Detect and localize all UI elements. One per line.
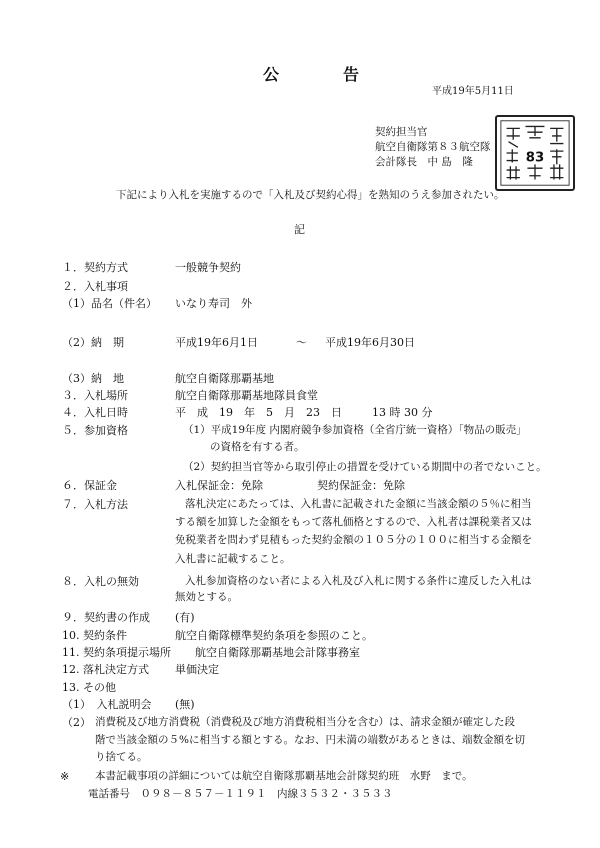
- item-5-line-1: （1）平成19年度 内閣府競争参加資格（全省庁統一資格）「物品の販売」: [183, 424, 527, 436]
- item-2-3-value: 航空自衛隊那覇基地: [175, 372, 274, 385]
- item-3-value: 航空自衛隊那覇基地隊員食堂: [175, 389, 318, 402]
- delivery-to: 平成19年6月30日: [325, 336, 415, 349]
- contract-deposit: 契約保証金：免除: [317, 479, 405, 492]
- note-line-1: 本書記載事項の詳細については航空自衛隊那覇基地会計隊契約班 水野 まで。: [95, 770, 473, 782]
- item-2-2-label: （2）納 期: [62, 336, 124, 349]
- item-4-label: ４．入札日時: [62, 406, 128, 419]
- item-13-label: 13. その他: [62, 681, 116, 694]
- item-9-label: ９．契約書の作成: [62, 611, 150, 624]
- item-8-line-1: 入札参加資格のない者による入札及び入札に関する条件に違反した入札は: [185, 575, 532, 587]
- item-13-2-label: （2）: [62, 716, 91, 729]
- bid-deposit: 入札保証金：免除: [175, 479, 263, 492]
- item-12-label: 12. 落札決定方式: [62, 663, 149, 676]
- item-5-line-2: の資格を有する者。: [210, 441, 305, 453]
- item-2-1-value: いなり寿司 外: [175, 297, 252, 310]
- item-10-value: 航空自衛隊標準契約条項を参照のこと。: [175, 629, 373, 642]
- item-7-label: ７．入札方法: [62, 498, 128, 511]
- delivery-range-separator: ～: [296, 336, 307, 349]
- item-6-label: ６．保証金: [62, 479, 117, 492]
- issuer-person: 会計隊長 中 島 隆: [375, 156, 473, 168]
- item-7-line-1: 落札決定にあたっては、入札書に記載された金額に当該金額の５％に相当: [185, 498, 532, 510]
- item-2-1-label: （1）品名（件名）: [62, 297, 157, 310]
- issue-date: 平成19年5月11日: [432, 86, 514, 97]
- item-13-1-label: （1） 入札説明会: [62, 698, 152, 711]
- item-5-line-3: （2）契約担当官等から取引停止の措置を受けている期間中の者でないこと。: [183, 461, 547, 473]
- item-13-2-line-2: 階で当該金額の５%に相当する額とする。なお、円未満の端数があるときは、端数金額を切: [95, 734, 525, 746]
- svg-text:83: 83: [525, 150, 545, 166]
- item-1-value: 一般競争契約: [175, 261, 241, 274]
- item-13-1-value: (無): [175, 698, 195, 711]
- item-12-value: 単価決定: [175, 663, 219, 676]
- item-13-2-line-3: り捨てる。: [95, 751, 148, 763]
- item-10-label: 10. 契約条件: [62, 629, 127, 642]
- item-7-line-4: 入札書に記載すること。: [175, 553, 291, 565]
- note-mark: ※: [60, 770, 70, 783]
- item-5-label: ５．参加資格: [62, 424, 128, 437]
- item-7-line-3: 免税業者を問わず見積もった契約金額の１０５分の１００に相当する金額を: [175, 534, 532, 546]
- item-13-2-line-1: 消費税及び地方消費税（消費税及び地方消費税相当分を含む）は、請求金額が確定した段: [95, 716, 515, 728]
- item-8-label: ８．入札の無効: [62, 575, 139, 588]
- item-2-3-label: （3）納 地: [62, 372, 124, 385]
- ki-heading: 記: [294, 223, 305, 236]
- item-7-line-2: する額を加算した金額をもって落札価格とするので、入札者は課税業者又は: [175, 516, 532, 528]
- item-3-label: ３．入札場所: [62, 389, 128, 402]
- item-8-line-2: 無効とする。: [175, 591, 238, 603]
- item-11-label: 11. 契約条項提示場所: [62, 646, 171, 659]
- item-2-label: ２．入札事項: [62, 280, 128, 293]
- delivery-from: 平成19年6月1日: [175, 336, 258, 349]
- issuer-org: 航空自衛隊第８３航空隊: [375, 141, 491, 153]
- item-1-label: １．契約方式: [62, 261, 128, 274]
- intro-text: 下記により入札を実施するので「入札及び契約心得」を熟知のうえ参加されたい。: [116, 189, 505, 201]
- page-title: 公 告: [263, 65, 384, 84]
- official-seal: [495, 115, 575, 191]
- item-9-value: (有): [175, 611, 195, 624]
- item-11-value: 航空自衛隊那覇基地会計隊事務室: [195, 646, 360, 659]
- issuer-role: 契約担当官: [375, 126, 428, 138]
- item-4-date: 平 成 19 年 5 月 23 日: [175, 406, 342, 419]
- note-phone: 電話番号 ０９８－８５７－１１９１ 内線３５３２・３５３３: [88, 788, 393, 800]
- item-4-time: 13 時 30 分: [372, 406, 433, 419]
